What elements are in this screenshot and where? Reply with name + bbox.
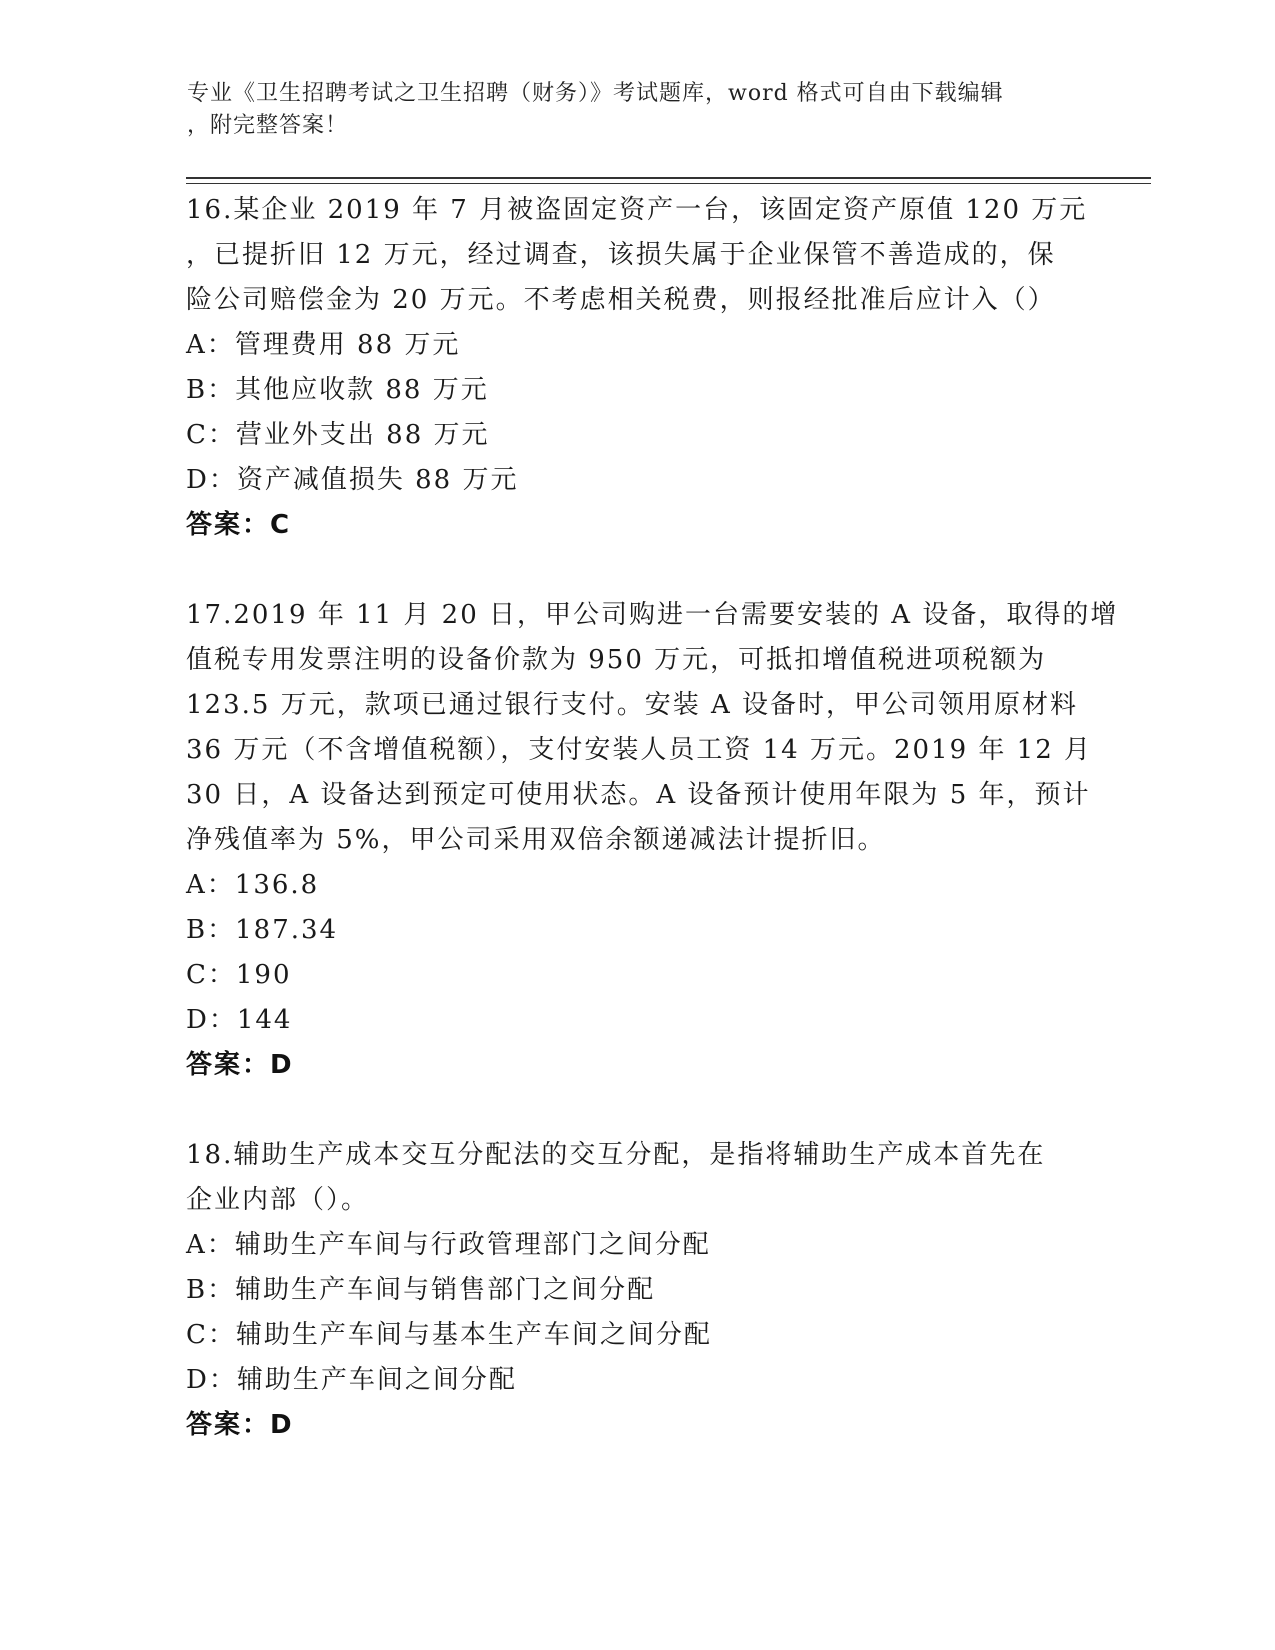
option-d: D：144	[186, 1005, 293, 1035]
option-c: C：辅助生产车间与基本生产车间之间分配	[186, 1320, 712, 1350]
question-stem-line: 险公司赔偿金为 20 万元。不考虑相关税费，则报经批准后应计入（）	[186, 285, 1056, 315]
question-stem-line: 16.某企业 2019 年 7 月被盗固定资产一台，该固定资产原值 120 万元	[186, 195, 1088, 225]
header-line-2: ，附完整答案！	[187, 113, 349, 138]
answer-label: 答案：D	[186, 1050, 294, 1080]
question-stem-line: 企业内部（）。	[186, 1185, 370, 1215]
header-line-1: 专业《卫生招聘考试之卫生招聘（财务）》考试题库，word 格式可自由下载编辑	[187, 81, 1004, 106]
header-divider-thick	[186, 177, 1151, 179]
option-a: A：管理费用 88 万元	[186, 330, 461, 360]
question-stem-line: 36 万元（不含增值税额），支付安装人员工资 14 万元。2019 年 12 月	[186, 735, 1093, 765]
answer-label: 答案：C	[186, 510, 292, 540]
option-b: B：辅助生产车间与销售部门之间分配	[186, 1275, 656, 1305]
option-a: A：136.8	[186, 870, 320, 900]
option-a: A：辅助生产车间与行政管理部门之间分配	[186, 1230, 711, 1260]
header-divider-thin	[186, 183, 1151, 184]
question-stem-line: 净残值率为 5%，甲公司采用双倍余额递减法计提折旧。	[186, 825, 886, 855]
question-stem-line: 18.辅助生产成本交互分配法的交互分配，是指将辅助生产成本首先在	[186, 1140, 1046, 1170]
question-stem-line: 123.5 万元，款项已通过银行支付。安装 A 设备时，甲公司领用原材料	[186, 690, 1079, 720]
option-c: C：190	[186, 960, 292, 990]
option-b: B：其他应收款 88 万元	[186, 375, 489, 405]
option-d: D：资产减值损失 88 万元	[186, 465, 519, 495]
question-stem-line: 值税专用发票注明的设备价款为 950 万元，可抵扣增值税进项税额为	[186, 645, 1047, 675]
option-d: D：辅助生产车间之间分配	[186, 1365, 517, 1395]
option-c: C：营业外支出 88 万元	[186, 420, 490, 450]
question-stem-line: 30 日，A 设备达到预定可使用状态。A 设备预计使用年限为 5 年，预计	[186, 780, 1091, 810]
question-stem-line: 17.2019 年 11 月 20 日，甲公司购进一台需要安装的 A 设备，取得的增	[186, 600, 1119, 630]
option-b: B：187.34	[186, 915, 339, 945]
answer-label: 答案：D	[186, 1410, 294, 1440]
question-stem-line: ，已提折旧 12 万元，经过调查，该损失属于企业保管不善造成的，保	[186, 240, 1056, 270]
